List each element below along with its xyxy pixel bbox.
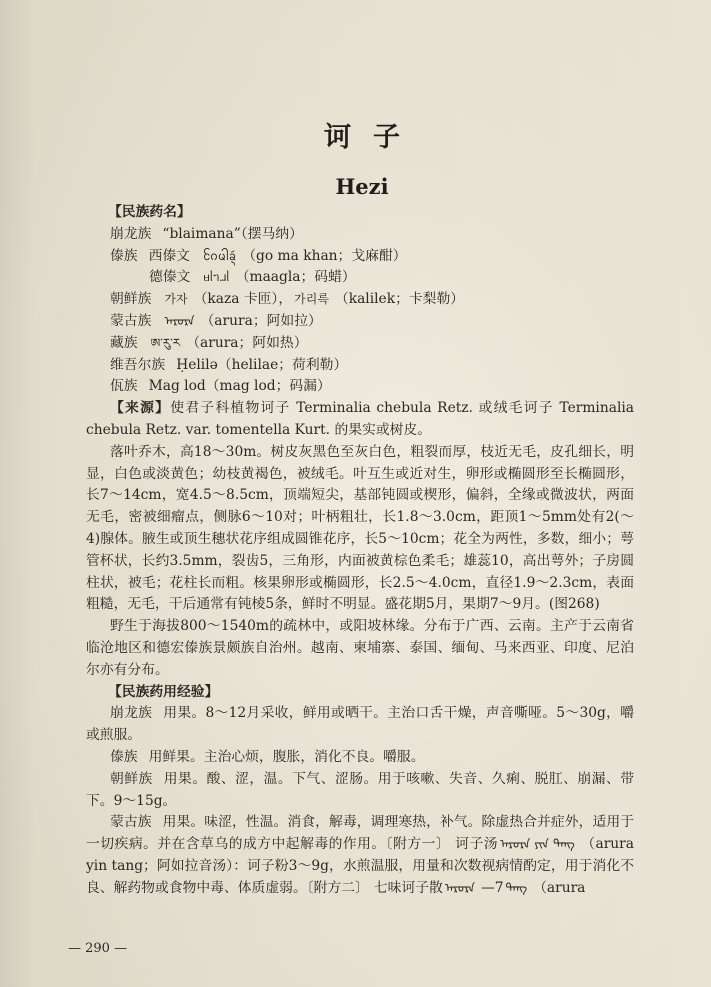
usage-text: 用果。8～12月采收，鲜用或晒干。主治口舌干燥，声音嘶哑。5～30g，嚼或煎服。 <box>86 705 635 744</box>
name-text: （go ma khan；戈麻酣） <box>242 247 407 264</box>
name-text: Mag lod（mag lod；码漏） <box>148 378 331 395</box>
source-text: 使君子科植物诃子 Terminalia chebula Retz. 或绒毛诃子 Terminalia chebula Retz. var. tomentella Kurt. 的果实或树皮。 <box>86 400 634 438</box>
script-label: 德傣文 <box>149 269 191 286</box>
ethnic-label: 崩龙族 <box>110 225 152 242</box>
mongolian-script-word: ᠠᠷᠤᠷᠠ <box>444 880 475 895</box>
page-title-romanized: Hezi <box>335 174 389 199</box>
ethnic-label: 朝鲜族 <box>110 291 152 308</box>
name-text: （arura；阿如热） <box>186 334 308 351</box>
name-text: （maagla；码蜡） <box>235 269 356 286</box>
name-row-mongol <box>86 311 634 333</box>
ethnic-label: 佤族 <box>110 378 138 395</box>
tai-le-script-word: ᥛᥣᥐᥘᥣ <box>203 270 230 285</box>
formula-name: 诃子汤 <box>455 836 498 853</box>
page-title: 诃子 <box>324 122 422 153</box>
hangul-word: 가리륵 <box>294 292 329 307</box>
ethnic-label: 崩龙族 <box>110 705 153 722</box>
formula-tag: 〔附方二〕 <box>306 879 369 896</box>
mongolian-script-word: ᠲᠠᠩ <box>505 880 528 895</box>
mongolian-script-word: ᠠᠷᠤᠷᠠ <box>164 313 195 328</box>
name-row-benglong <box>86 224 634 246</box>
description-paragraph: 落叶乔木，高18～30m。树皮灰黑色至灰白色，粗裂而厚，枝近无毛，皮孔细长，明显，白色或淡黄色；幼枝黄褐色，被绒毛。叶互生或近对生，卵形或椭圆形至长椭圆形，长7～14cm，宽4.5～8.5cm，顶端短尖，基部钝圆或楔形，偏斜，全缘或微波状，两面无毛，密被细瘤点，侧脉6～10对；叶柄粗壮，长1.8～3.0cm，距顶1～5mm处有2(～4)腺体。腋生或顶生穗状花序组成圆锥花序，长5～10cm；花全为两性，多数，细小；萼管杯状，长约3.5mm，裂齿5，三角形，内面被黄棕色柔毛；雄蕊10，高出萼外；子房圆柱状，被毛；花柱长而粗。核果卵形或椭圆形，长2.5～4.0cm，直径1.9～2.3cm，表面粗糙，无毛，干后通常有钝棱5条，鲜时不明显。盛花期5月，果期7～9月。(图268) <box>86 443 634 613</box>
ethnic-label: 傣族 <box>110 748 138 765</box>
name-text: Ḥelilə（helilae；荷利勒） <box>176 356 348 373</box>
section-heading-usage: 【民族药用经验】 <box>108 683 219 700</box>
usage-paragraph-benglong <box>86 703 634 747</box>
ethnic-label: 藏族 <box>110 334 138 351</box>
formula-number: —7 <box>480 879 504 896</box>
name-row-wa <box>86 376 634 398</box>
formula-text: （arura <box>533 879 586 896</box>
ethnic-label: 朝鲜族 <box>110 770 153 787</box>
name-text: “blaimana”（摆马纳） <box>162 225 303 242</box>
name-text: （arura；阿如拉） <box>200 312 322 329</box>
formula-tag: 〔附方一〕 <box>385 836 451 853</box>
tibetan-script-word: ཨ་རུ་ར <box>150 335 181 350</box>
usage-text: 用果。酸、涩，温。下气、涩肠。用于咳嗽、失音、久痢、脱肛、崩漏、带下。9～15g。 <box>86 770 635 809</box>
ethnic-label: 蒙古族 <box>110 814 152 831</box>
name-row-korean <box>86 289 634 311</box>
hangul-word: 가자 <box>164 292 188 307</box>
usage-paragraph-korean <box>86 769 634 813</box>
name-row-dai <box>86 246 634 268</box>
section-label-source: 【来源】 <box>110 400 171 417</box>
page-body <box>86 202 634 900</box>
mongolian-script-word: ᠠᠷᠤᠷᠠ ᠶᠢᠨ ᠲᠠᠩ <box>500 837 575 852</box>
name-row-dehong-dai <box>86 267 634 289</box>
ethnic-label: 维吾尔族 <box>110 356 166 373</box>
name-row-tibetan <box>86 333 634 355</box>
usage-paragraph-mongol <box>86 812 634 899</box>
tai-script-word: ᨣᩰᨾᩤᨡᩢ᩠ᨶ <box>202 248 237 263</box>
source-paragraph <box>86 398 634 442</box>
formula-text: （arura yin tang；阿如拉音汤）：诃子粉3～9g，水煎温服，用量和次数视病情酌定，用于消化不良、解药物或食物中毒、体质虚弱。 <box>86 836 635 896</box>
ethnic-label: 蒙古族 <box>110 312 152 329</box>
name-text: （kaza 卡匝）， <box>193 291 293 308</box>
name-row-uyghur <box>86 355 634 377</box>
name-text: （kalilek；卡梨勒） <box>334 291 465 308</box>
distribution-paragraph: 野生于海拔800～1540m的疏林中，或阳坡林缘。分布于广西、云南。主产于云南省临沧地区和德宏傣族景颇族自治州。越南、柬埔寨、泰国、缅甸、马来西亚、印度、尼泊尔亦有分布。 <box>86 618 634 678</box>
script-label: 西傣文 <box>148 247 190 264</box>
formula-name: 七味诃子散 <box>373 879 443 896</box>
ethnic-label: 傣族 <box>110 247 138 264</box>
page-number: — 290 — <box>68 941 128 956</box>
section-heading-names: 【民族药名】 <box>108 204 191 220</box>
usage-paragraph-dai <box>86 747 634 769</box>
usage-text: 用鲜果。主治心烦，腹胀，消化不良。嚼服。 <box>148 748 425 765</box>
usage-text: 用果。味涩，性温。消食，解毒，调理寒热，补气。除虚热合并症外，适用于一切疾病。并在含草乌的成方中起解毒的作用。 <box>86 814 635 853</box>
